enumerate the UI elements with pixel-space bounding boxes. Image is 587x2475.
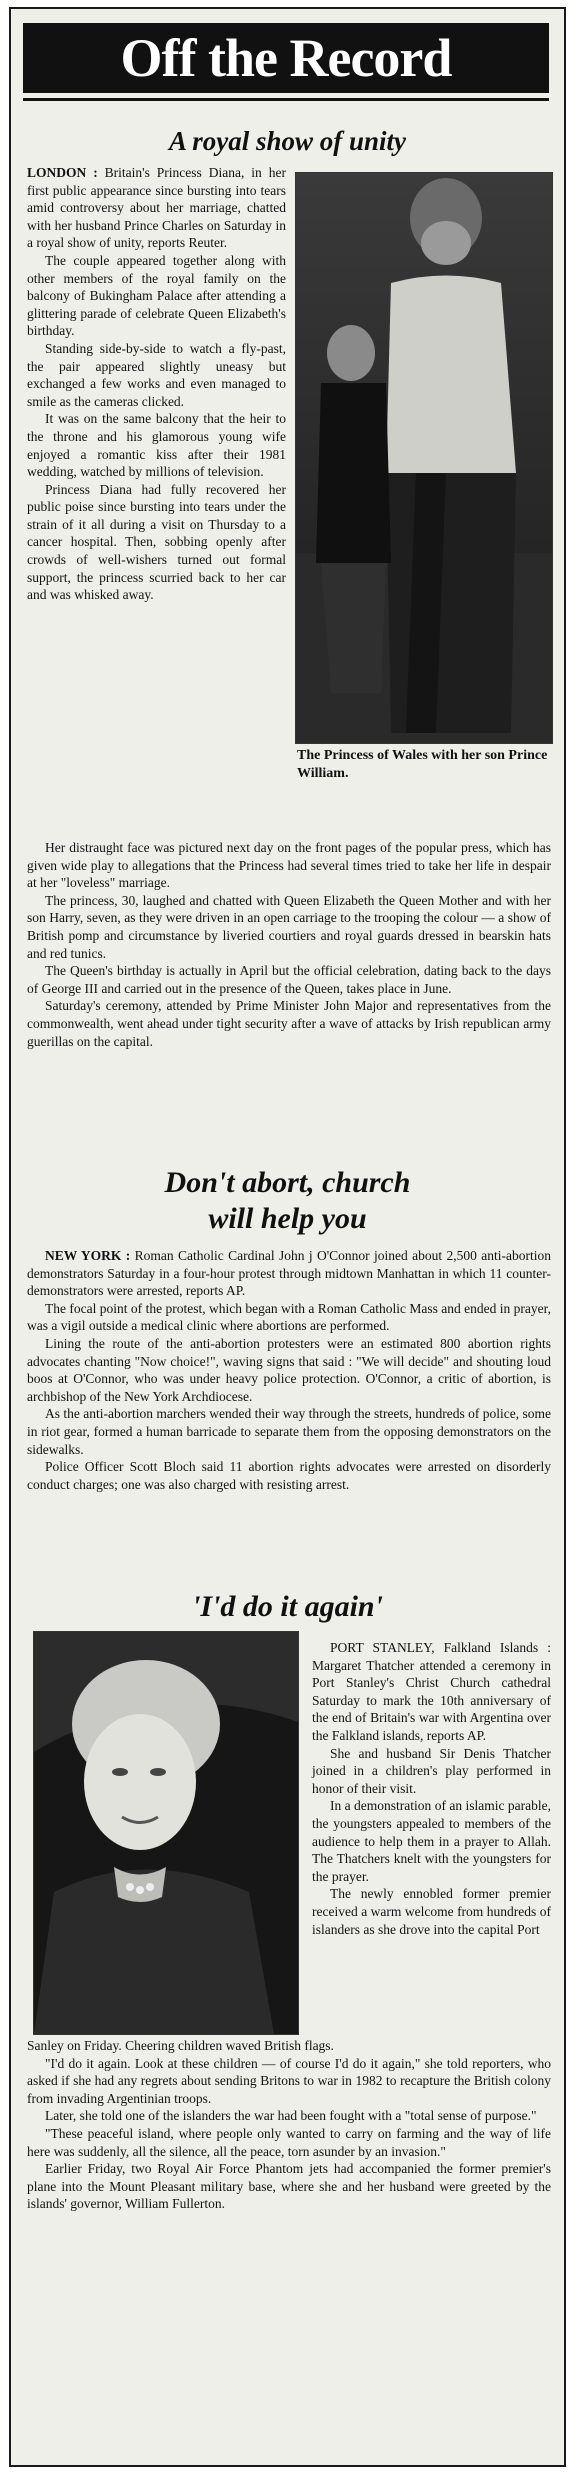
story3-lead-paragraph bbox=[312, 1639, 551, 1745]
story1-lead-paragraph bbox=[27, 164, 286, 252]
story2-headline bbox=[11, 1165, 564, 1237]
story3-paragraph: Earlier Friday, two Royal Air Force Phantom jets had accompanied the former premier's plane into the Mount Pleasant military base, where she and her husband were greeted by the islands' governor, William Fullerton. bbox=[27, 2161, 551, 2212]
story3-paragraph: Later, she told one of the islanders the war had been fought with a "total sense of purpose." bbox=[45, 2108, 537, 2124]
story2-paragraph: Police Officer Scott Bloch said 11 abortion rights advocates were arrested on disorderly conduct charges; one was also charged with resisting arrest. bbox=[27, 1459, 551, 1492]
story3-column bbox=[312, 1639, 551, 1938]
story1-paragraph: The princess, 30, laughed and chatted with Queen Elizabeth the Queen Mother and with her son Harry, seven, as they were driven in an open carriage to the trooping the colour — a show of British pomp and circumstance by liveried courtiers and royal guards dressed in bearskin hats and red tunics. bbox=[27, 892, 551, 961]
story1-paragraph: The couple appeared together along with other members of the royal family on the balcony of Bukingham Palace after attending a glittering parade of celebrate Queen Elizabeth's birthday. bbox=[27, 252, 286, 339]
story2-paragraph: Lining the route of the anti-abortion protesters were an estimated 800 abortion rights advocates chanting "Now choice!", waving signs that said : "We will decide" and shouting loud boos at O'Connor, who was under heavy police protection. O'Connor, a critic of abortion, is archbishop of the New York Archdiocese. bbox=[27, 1335, 551, 1404]
photo-margaret-thatcher bbox=[33, 1631, 299, 2035]
story1-paragraph: Princess Diana had fully recovered her public poise since bursting into tears under the strain of it all during a visit on Thursday to a cancer hospital. Then, sobbing openly after crowds of well-wishers turned out formal support, the princess scurried back to her car and was whisked away. bbox=[27, 481, 286, 603]
story3-paragraph: The newly ennobled former premier received a warm welcome from hundreds of islanders as she drove into the capital Port bbox=[312, 1886, 551, 1937]
newspaper-clipping bbox=[9, 7, 566, 2467]
story1-wide-column bbox=[27, 839, 551, 1050]
story1-paragraph: Saturday's ceremony, attended by Prime Minister John Major and representatives from the commonwealth, went ahead under tight security after a wave of attacks by Irish republican army guerillas on the capital. bbox=[27, 998, 551, 1049]
story3-headline: 'I'd do it again' bbox=[192, 1590, 383, 1623]
story1-column bbox=[27, 164, 286, 604]
photo-caption: The Princess of Wales with her son Prince William. bbox=[297, 748, 548, 781]
section-masthead: Off the Record bbox=[23, 23, 549, 93]
story1-paragraph: Her distraught face was pictured next day on the front pages of the popular press, which has given wide play to allegations that the Princess had several times tried to take her life in despair at her "loveless" marriage. bbox=[27, 840, 551, 891]
story2-lead-text: Roman Catholic Cardinal John j O'Connor joined about 2,500 anti-abortion demonstrators Saturday in a four-hour protest through midtown Manhattan in which 11 counter-demonstrators were arrested, reports AP. bbox=[27, 1248, 552, 1299]
story1-dateline: LONDON : bbox=[27, 165, 98, 180]
story3-lead-text: Margaret Thatcher attended a ceremony in Port Stanley's Christ Church cathedral Saturday to mark the 10th anniversary of the end of Britain's war with Argentina over the Falkland islands, reports AP. bbox=[312, 1657, 551, 1743]
story1-headline: A royal show of unity bbox=[168, 126, 407, 156]
photo-diana-and-william bbox=[295, 172, 553, 744]
story2-headline-line1: Don't abort, church bbox=[164, 1166, 411, 1199]
story2-lead-paragraph bbox=[27, 1247, 551, 1300]
story2-paragraph: As the anti-abortion marchers wended their way through the streets, hundreds of police, some in riot gear, formed a human barricade to separate them from the opposing demonstrators on the sidewalks. bbox=[27, 1406, 551, 1457]
photo-margaret-thatcher-image bbox=[34, 1632, 298, 2034]
story2-column bbox=[27, 1247, 551, 1493]
story3-dateline: PORT STANLEY, Falkland Islands : bbox=[330, 1640, 551, 1655]
story1-lead-text: Britain's Princess Diana, in her first public appearance since bursting into tears amid controversy about her marriage, chatted with her husband Prince Charles on Saturday in a royal show of unity, reports Reuter. bbox=[27, 165, 286, 251]
masthead-rule bbox=[23, 98, 549, 101]
story1-paragraph: It was on the same balcony that the heir to the throne and his glamorous young wife enjoyed a romantic kiss after their 1981 wedding, watched by millions of television. bbox=[27, 411, 286, 480]
story2-dateline: NEW YORK : bbox=[45, 1248, 131, 1263]
story3-wide-column bbox=[27, 2037, 551, 2213]
photo-diana-and-william-image bbox=[296, 173, 552, 743]
story1-paragraph: Standing side-by-side to watch a fly-past, the pair appeared slightly uneasy but exchanged a few works and even managed to smile as the cameras clicked. bbox=[27, 340, 286, 409]
story3-paragraph: In a demonstration of an islamic parable, the youngsters appealed to members of the audience to help them in a prayer to Allah. The Thatchers knelt with the youngsters for the prayer. bbox=[312, 1798, 551, 1884]
story1-paragraph: The Queen's birthday is actually in April but the official celebration, dating back to the days of George III and carried out in the presence of the Queen, takes place in June. bbox=[27, 963, 551, 996]
story3-continuation: Sanley on Friday. Cheering children waved British flags. bbox=[27, 2038, 334, 2053]
story2-paragraph: The focal point of the protest, which began with a Roman Catholic Mass and ended in prayer, was a vigil outside a medical clinic where abortions are performed. bbox=[27, 1300, 551, 1334]
story2-headline-line2: will help you bbox=[208, 1202, 367, 1235]
story3-paragraph: "I'd do it again. Look at these children — of course I'd do it again," she told reporters, who asked if she had any regrets about sending Britons to war in 1982 to recapture the British colony from invading Argentinian troops. bbox=[27, 2055, 551, 2106]
story3-paragraph: She and husband Sir Denis Thatcher joined in a children's play performed in honor of their visit. bbox=[312, 1745, 551, 1796]
story3-paragraph: "These peaceful island, where people only wanted to carry on farming and the way of life here was suddenly, all the silence, all the peace, torn asunder by an invasion." bbox=[27, 2125, 551, 2159]
